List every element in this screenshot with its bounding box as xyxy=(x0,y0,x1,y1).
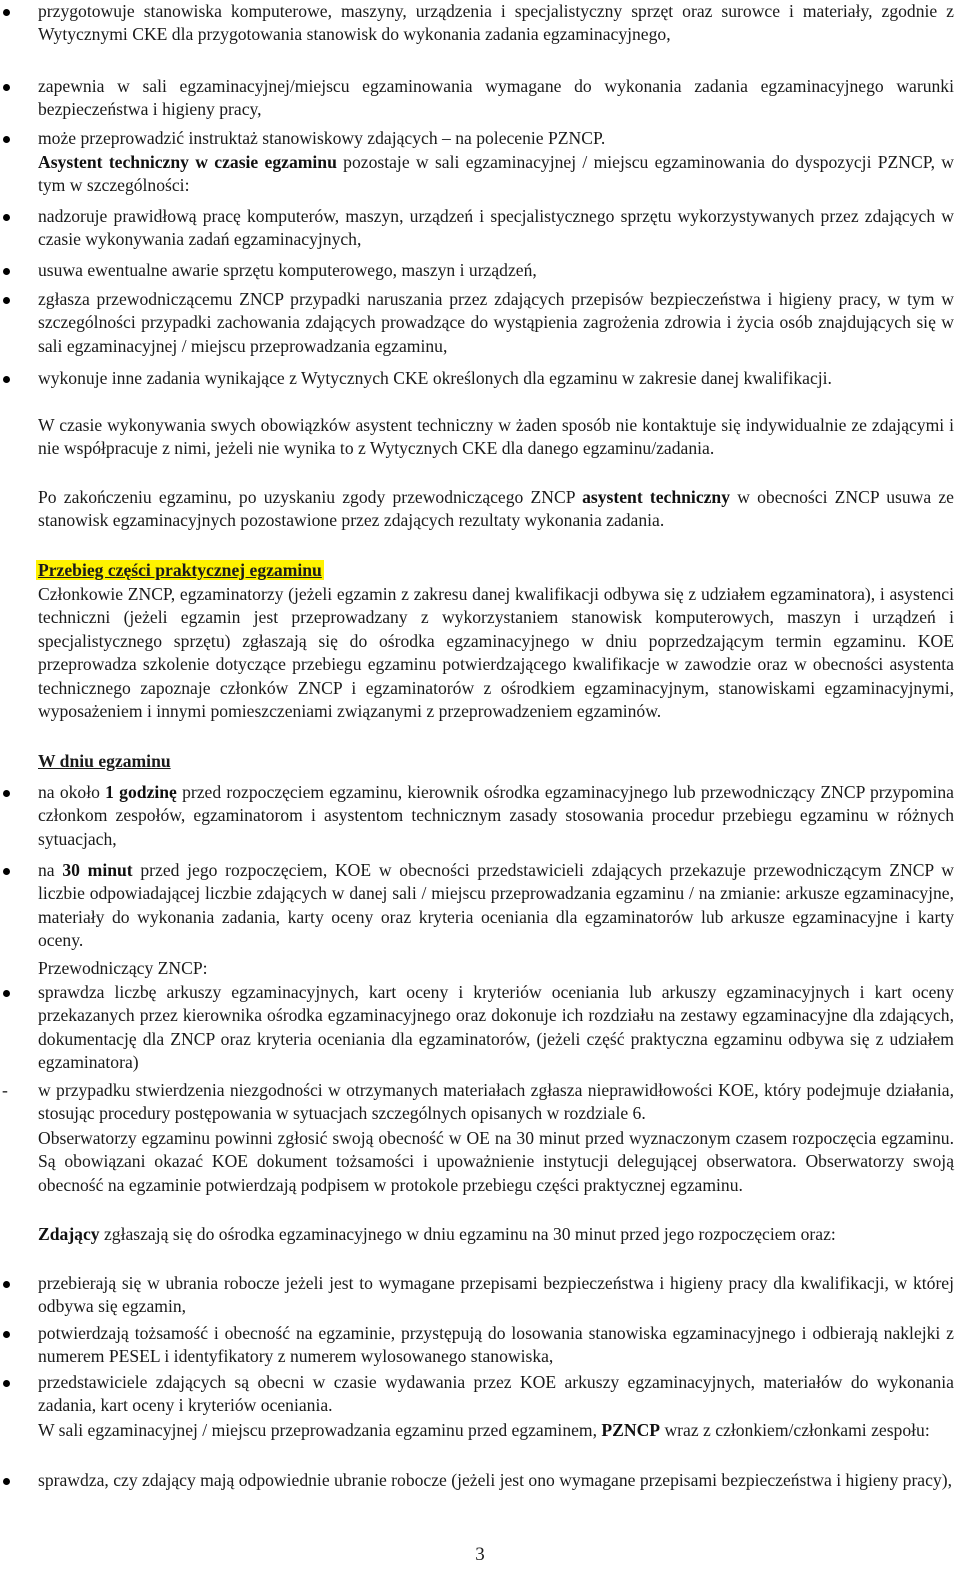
text-segment: W sali egzaminacyjnej / miejscu przeprowadzania egzaminu przed egzaminem, xyxy=(38,1420,602,1440)
text-segment: wykonuje inne zadania wynikające z Wytycznych CKE określonych dla egzaminu w zakresie danej kwalifikacji. xyxy=(38,368,832,388)
text-segment: Zdający xyxy=(38,1224,100,1244)
section-heading: Przebieg części praktycznej egzaminu xyxy=(38,560,322,580)
text-segment: Przewodniczący ZNCP: xyxy=(38,958,208,978)
list-item xyxy=(38,288,954,358)
paragraph xyxy=(38,151,954,198)
text-segment: przed jego rozpoczęciem, KOE w obecności przedstawicieli zdających przekazuje przewodniczącym ZNCP w liczbie odpowiadającej liczbie zdających w danej sali / miejscu przeprowadzania egzaminu / na zmianie: arkusze egzaminacyjne, materiały do wykonania zadania, karty oceny oraz kryteria oceniania dla egzaminatorów lub arkusze egzaminacyjne i karty oceny. xyxy=(38,860,954,951)
text-segment: w przypadku stwierdzenia niezgodności w otrzymanych materiałach zgłasza nieprawidłowości KOE, który podejmuje działania, stosując procedury postępowania w sytuacjach szczególnych opisanych w rozdziale 6. xyxy=(38,1080,954,1124)
text-segment: W czasie wykonywania swych obowiązków asystent techniczny w żaden sposób nie kontaktuje się indywidualnie ze zdającymi i nie współpracuje z nimi, jeżeli nie wynika to z Wytycznych CKE dla danego egzaminu/zadania. xyxy=(38,415,954,459)
paragraph xyxy=(38,559,954,582)
text-segment: 30 minut xyxy=(62,860,133,880)
text-segment: sprawdza, czy zdający mają odpowiednie ubranie robocze (jeżeli jest ono wymagane przepisami bezpieczeństwa i higieny pracy), xyxy=(38,1470,952,1490)
paragraph xyxy=(38,583,954,723)
text-segment: nadzoruje prawidłową pracę komputerów, maszyn, urządzeń i specjalistycznego sprzętu wykorzystywanych przez zdających w czasie wykonywania zadań egzaminacyjnych, xyxy=(38,206,954,250)
text-segment: zgłasza przewodniczącemu ZNCP przypadki naruszania przez zdających przepisów bezpieczeństwa i higieny pracy, w tym w szczególności przypadki zachowania zdających prowadzące do wystąpienia zagrożenia zdrowia i życia osób znajdujących się w sali egzaminacyjnej / miejscu przeprowadzania egzaminu, xyxy=(38,289,954,356)
list-item xyxy=(38,0,954,47)
list-item xyxy=(38,781,954,851)
list-item xyxy=(38,259,954,282)
text-segment: Obserwatorzy egzaminu powinni zgłosić swoją obecność w OE na 30 minut przed wyznaczonym czasem rozpoczęcia egzaminu. Są obowiązani okazać KOE dokument tożsamości i upoważnienie instytucji delegującej obserwatora. Obserwatorzy swoją obecność na egzaminie potwierdzają podpisem w protokole przebiegu części praktycznej egzaminu. xyxy=(38,1128,954,1195)
list-item xyxy=(38,981,954,1075)
text-segment: przebierają się w ubrania robocze jeżeli jest to wymagane przepisami bezpieczeństwa i higieny pracy dla kwalifikacji, w której odbywa się egzamin, xyxy=(38,1273,954,1317)
text-segment: sprawdza liczbę arkuszy egzaminacyjnych, kart oceny i kryteriów oceniania lub arkuszy egzaminacyjnych i kart oceny przekazanych przez kierownika ośrodka egzaminacyjnego oraz dokonuje ich rozdziału na zestawy egzaminacyjne dla zdających, dokumentację dla ZNCP oraz kryteria oceniania dla egzaminatorów, (jeżeli część praktyczna egzaminu odbywa się z udziałem egzaminatora) xyxy=(38,982,954,1073)
text-segment: usuwa ewentualne awarie sprzętu komputerowego, maszyn i urządzeń, xyxy=(38,260,537,280)
paragraph xyxy=(38,1127,954,1197)
text-segment: Po zakończeniu egzaminu, po uzyskaniu zgody przewodniczącego ZNCP xyxy=(38,487,583,507)
list-item xyxy=(38,859,954,953)
text-segment: zapewnia w sali egzaminacyjnej/miejscu egzaminowania wymagane do wykonania zadania egzaminacyjnego warunki bezpieczeństwa i higieny pracy, xyxy=(38,76,954,120)
list-item xyxy=(38,75,954,122)
text-segment: zgłaszają się do ośrodka egzaminacyjnego w dniu egzaminu na 30 minut przed jego rozpoczęciem oraz: xyxy=(99,1224,836,1244)
page-number: 3 xyxy=(475,1544,485,1565)
text-segment: PZNCP xyxy=(601,1420,661,1440)
paragraph xyxy=(38,1419,954,1442)
list-item xyxy=(38,205,954,252)
list-item xyxy=(38,1371,954,1418)
list-item xyxy=(38,127,954,150)
list-item xyxy=(38,1272,954,1319)
text-segment: 1 godzinę xyxy=(105,782,177,802)
paragraph xyxy=(38,486,954,533)
list-item xyxy=(38,1079,954,1126)
text-segment: asystent techniczny xyxy=(582,487,731,507)
text-segment: pozostaje w sali egzaminacyjnej / miejscu egzaminowania do dyspozycji PZNCP, w tym w szczególności: xyxy=(38,152,954,196)
text-segment: przygotowuje stanowiska komputerowe, maszyny, urządzenia i specjalistyczny sprzęt oraz surowce i materiały, zgodnie z Wytycznymi CKE dla przygotowania stanowisk do wykonania zadania egzaminacyjnego, xyxy=(38,1,954,45)
section-heading: W dniu egzaminu xyxy=(38,751,171,771)
list-item xyxy=(38,1322,954,1369)
text-segment: Asystent techniczny w czasie egzaminu xyxy=(38,152,337,172)
list-item xyxy=(38,367,954,390)
text-segment: przed rozpoczęciem egzaminu, kierownik ośrodka egzaminacyjnego lub przewodniczący ZNCP przypomina członkom zespołów, egzaminatorom i asystentom technicznym zasady stosowania procedur przebiegu egzaminu w różnych sytuacjach, xyxy=(38,782,954,849)
text-segment: potwierdzają tożsamość i obecność na egzaminie, przystępują do losowania stanowiska egzaminacyjnego i odbierają naklejki z numerem PESEL i identyfikatory z numerem wylosowanego stanowiska, xyxy=(38,1323,954,1367)
text-segment: Członkowie ZNCP, egzaminatorzy (jeżeli egzamin z zakresu danej kwalifikacji odbywa się z udziałem egzaminatora), i asystenci techniczni (jeżeli egzamin jest przeprowadzany z wykorzystaniem stanowisk komputerowych, maszyn i urządzeń i specjalistycznego sprzętu) zgłaszają się do ośrodka egzaminacyjnego w dniu poprzedzającym termin egzaminu. KOE przeprowadza szkolenie dotyczące przebiegu egzaminu potwierdzającego kwalifikacje w zawodzie oraz w obecności asystenta technicznego zapoznaje członków ZNCP i egzaminatorów z ośrodkiem egzaminacyjnym, stanowiskami egzaminacyjnymi, wyposażeniem i innymi pomieszczeniami związanymi z przeprowadzeniem egzaminów. xyxy=(38,584,954,722)
text-segment: może przeprowadzić instruktaż stanowiskowy zdających – na polecenie PZNCP. xyxy=(38,128,606,148)
text-segment: przedstawiciele zdających są obecni w czasie wydawania przez KOE arkuszy egzaminacyjnych, materiałów do wykonania zadania, kart oceny i kryteriów oceniania. xyxy=(38,1372,954,1416)
paragraph xyxy=(38,414,954,461)
paragraph xyxy=(38,1223,954,1246)
text-segment: wraz z członkiem/członkami zespołu: xyxy=(660,1420,930,1440)
text-segment: na xyxy=(38,860,63,880)
paragraph xyxy=(38,750,954,773)
list-item xyxy=(38,1469,954,1492)
text-segment: w obecności ZNCP usuwa ze stanowisk egzaminacyjnych pozostawione przez zdających rezultaty wykonania zadania. xyxy=(38,487,954,531)
paragraph xyxy=(38,957,954,980)
text-segment: na około xyxy=(38,782,106,802)
